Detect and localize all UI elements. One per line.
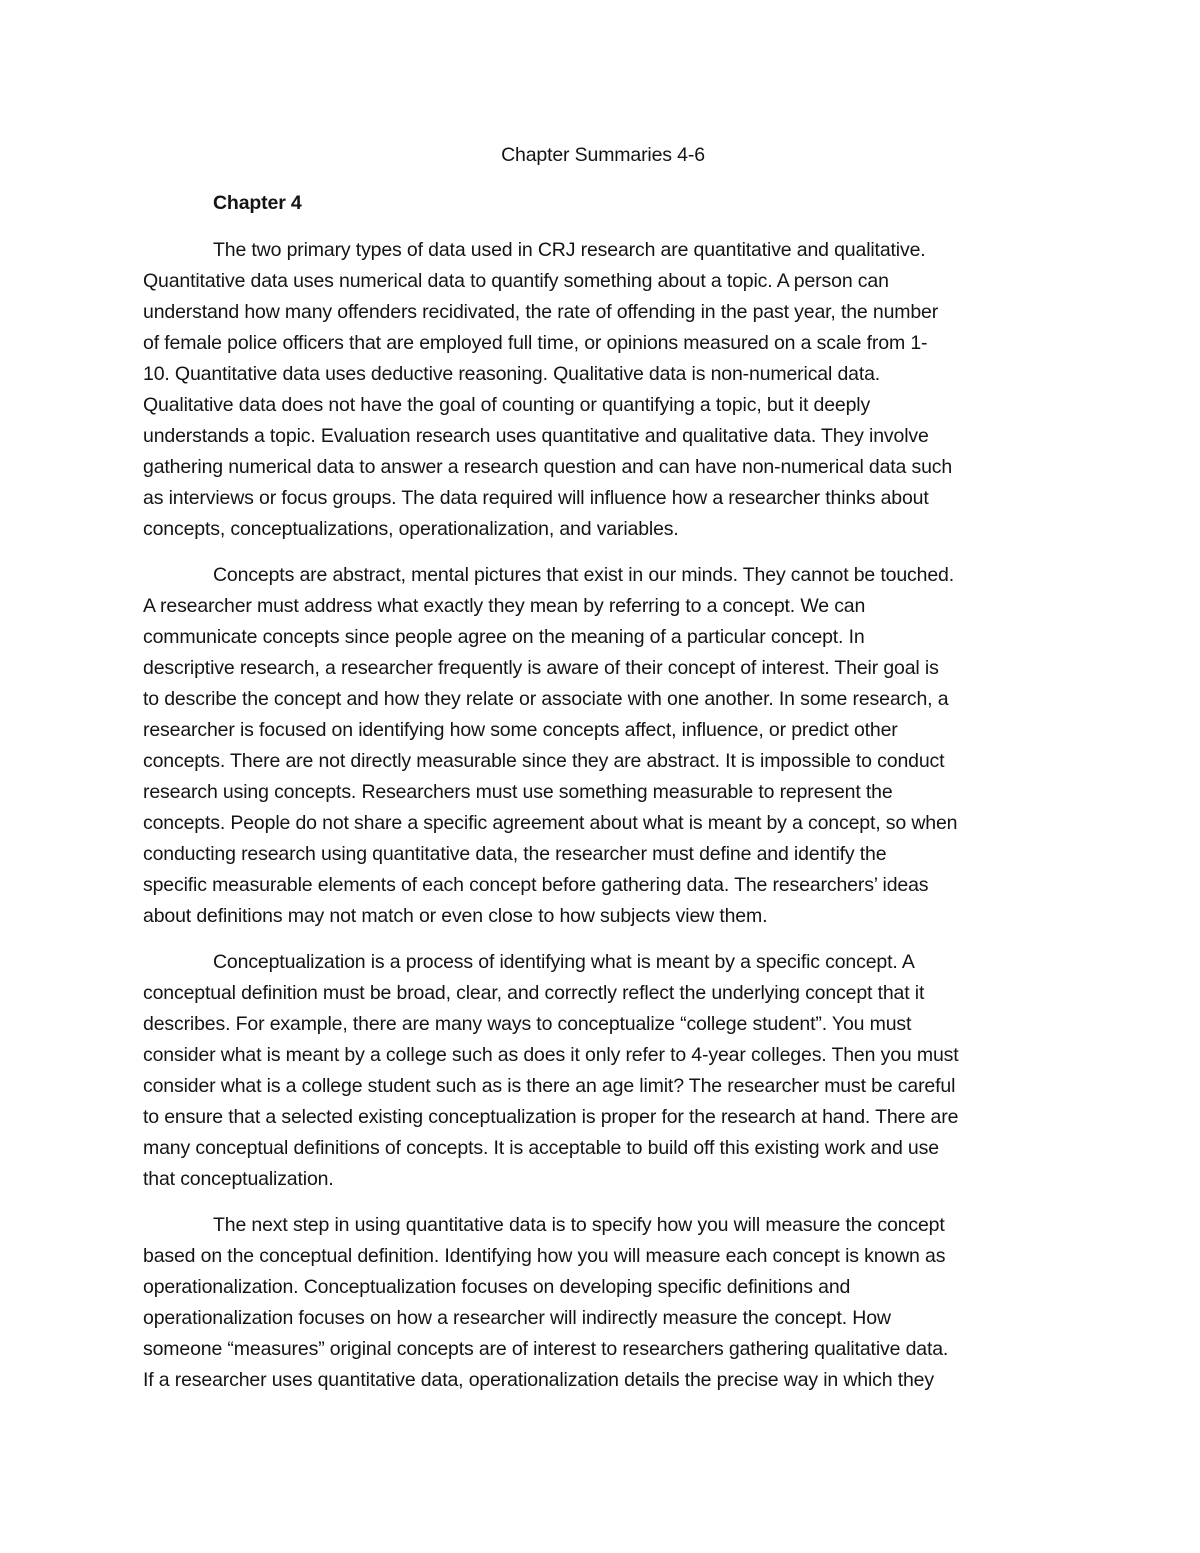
paragraph-line: to describe the concept and how they relate or associate with one another. In some research, a <box>143 688 949 710</box>
paragraph-line: many conceptual definitions of concepts. It is acceptable to build off this existing work and use <box>143 1137 939 1159</box>
paragraph-line: Concepts are abstract, mental pictures that exist in our minds. They cannot be touched. <box>213 564 954 586</box>
paragraph-line: operationalization. Conceptualization focuses on developing specific definitions and <box>143 1276 851 1298</box>
paragraph-line: to ensure that a selected existing conceptualization is proper for the research at hand. There are <box>143 1106 959 1128</box>
paragraph-line: about definitions may not match or even close to how subjects view them. <box>143 905 768 927</box>
paragraph-line: If a researcher uses quantitative data, operationalization details the precise way in which they <box>143 1369 934 1391</box>
paragraph-line: specific measurable elements of each concept before gathering data. The researchers’ ideas <box>143 874 929 896</box>
paragraph-line: understand how many offenders recidivated, the rate of offending in the past year, the number <box>143 301 939 323</box>
paragraph-list <box>143 235 1063 1396</box>
paragraph-line: The two primary types of data used in CRJ research are quantitative and qualitative. <box>213 239 926 261</box>
paragraph-line: consider what is a college student such as is there an age limit? The researcher must be careful <box>143 1075 956 1097</box>
paragraph-line: consider what is meant by a college such as does it only refer to 4-year colleges. Then you must <box>143 1044 959 1066</box>
body-paragraph <box>143 560 1063 932</box>
body-paragraph <box>143 1210 1063 1396</box>
paragraph-line: gathering numerical data to answer a research question and can have non-numerical data such <box>143 456 953 478</box>
paragraph-line: Quantitative data uses numerical data to quantify something about a topic. A person can <box>143 270 889 292</box>
paragraph-line: someone “measures” original concepts are of interest to researchers gathering qualitative data. <box>143 1338 949 1360</box>
paragraph-line: The next step in using quantitative data is to specify how you will measure the concept <box>213 1214 945 1236</box>
paragraph-line: concepts. There are not directly measurable since they are abstract. It is impossible to conduct <box>143 750 945 772</box>
paragraph-line: of female police officers that are employed full time, or opinions measured on a scale from 1- <box>143 332 928 354</box>
paragraph-line: Qualitative data does not have the goal of counting or quantifying a topic, but it deeply <box>143 394 871 416</box>
paragraph-line: research using concepts. Researchers must use something measurable to represent the <box>143 781 893 803</box>
chapter-heading: Chapter 4 <box>213 192 302 214</box>
paragraph-line: Conceptualization is a process of identifying what is meant by a specific concept. A <box>213 951 915 973</box>
paragraph-line: based on the conceptual definition. Identifying how you will measure each concept is known as <box>143 1245 946 1267</box>
paragraph-line: conceptual definition must be broad, clear, and correctly reflect the underlying concept that it <box>143 982 925 1004</box>
paragraph-line: concepts, conceptualizations, operationalization, and variables. <box>143 518 679 540</box>
paragraph-line: communicate concepts since people agree on the meaning of a particular concept. In <box>143 626 865 648</box>
paragraph-line: that conceptualization. <box>143 1168 334 1190</box>
paragraph-line: conducting research using quantitative data, the researcher must define and identify the <box>143 843 887 865</box>
paragraph-line: researcher is focused on identifying how some concepts affect, influence, or predict other <box>143 719 898 741</box>
paragraph-line: operationalization focuses on how a researcher will indirectly measure the concept. How <box>143 1307 891 1329</box>
paragraph-line: describes. For example, there are many ways to conceptualize “college student”. You must <box>143 1013 912 1035</box>
body-paragraph <box>143 947 1063 1195</box>
paragraph-line: concepts. People do not share a specific agreement about what is meant by a concept, so when <box>143 812 958 834</box>
paragraph-line: as interviews or focus groups. The data required will influence how a researcher thinks about <box>143 487 929 509</box>
paragraph-line: understands a topic. Evaluation research uses quantitative and qualitative data. They involve <box>143 425 929 447</box>
paragraph-line: 10. Quantitative data uses deductive reasoning. Qualitative data is non-numerical data. <box>143 363 881 385</box>
document-title: Chapter Summaries 4-6 <box>501 144 705 166</box>
document-body <box>143 140 1063 1411</box>
paragraph-line: descriptive research, a researcher frequently is aware of their concept of interest. Their goal is <box>143 657 939 679</box>
body-paragraph <box>143 235 1063 545</box>
paragraph-line: A researcher must address what exactly they mean by referring to a concept. We can <box>143 595 866 617</box>
